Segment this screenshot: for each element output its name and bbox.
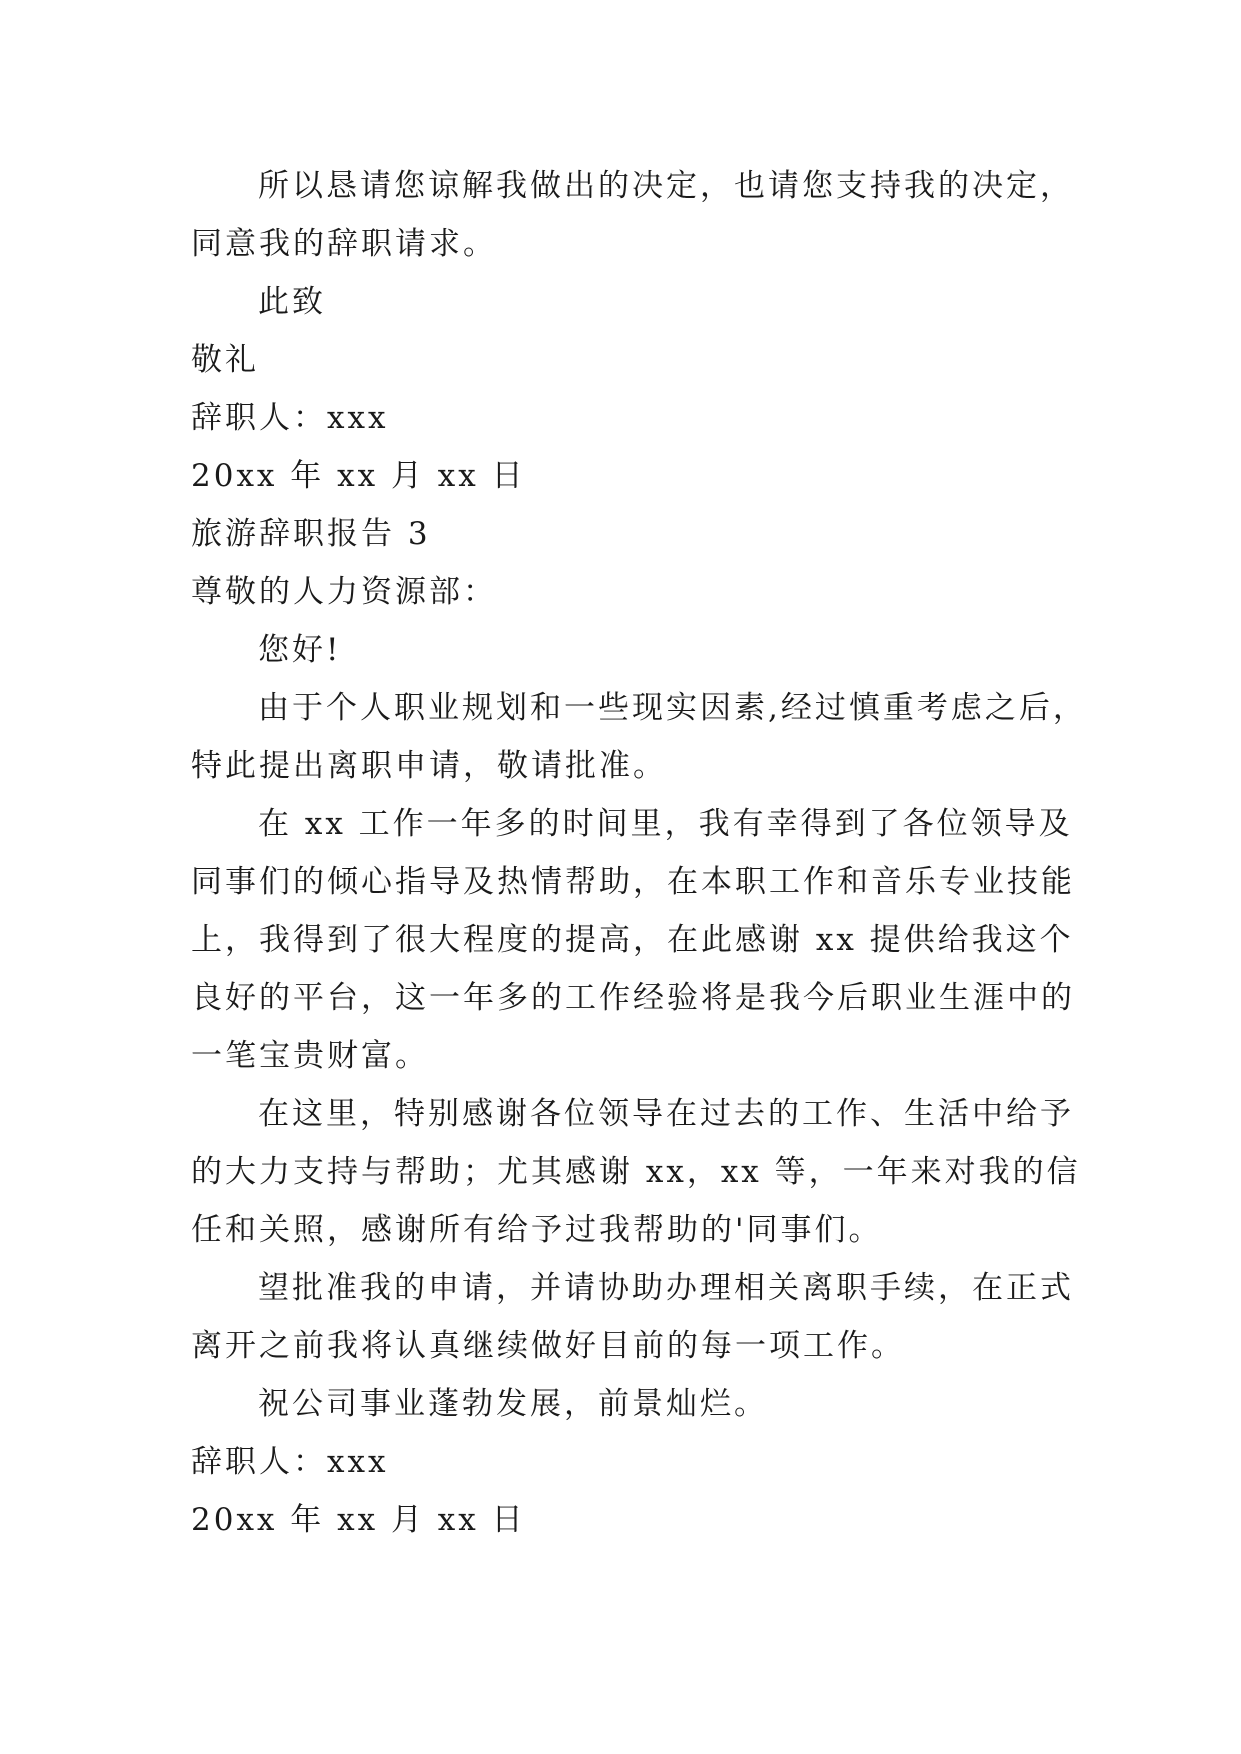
paragraph-line: 任和关照，感谢所有给予过我帮助的'同事们。 <box>191 1212 883 1248</box>
paragraph-line: 在这里，特别感谢各位领导在过去的工作、生活中给予 <box>258 1096 1074 1132</box>
paragraph-line: 所以恳请您谅解我做出的决定，也请您支持我的决定， <box>258 168 1074 204</box>
paragraph-line: 良好的平台，这一年多的工作经验将是我今后职业生涯中的 <box>191 980 1075 1016</box>
paragraph-line: 望批准我的申请，并请协助办理相关离职手续，在正式 <box>258 1270 1074 1306</box>
paragraph-line: 离开之前我将认真继续做好目前的每一项工作。 <box>191 1328 905 1364</box>
paragraph-line: 在 xx 工作一年多的时间里，我有幸得到了各位领导及 <box>258 806 1073 842</box>
paragraph-line: 上，我得到了很大程度的提高，在此感谢 xx 提供给我这个 <box>191 922 1074 958</box>
paragraph-line: 同意我的辞职请求。 <box>191 226 497 262</box>
date-line: 20xx 年 xx 月 xx 日 <box>191 458 526 494</box>
paragraph-line: 由于个人职业规划和一些现实因素,经过慎重考虑之后， <box>258 690 1087 726</box>
paragraph-line: 同事们的倾心指导及热情帮助，在本职工作和音乐专业技能 <box>191 864 1075 900</box>
section-title: 旅游辞职报告 3 <box>191 516 431 552</box>
closing-salutation: 此致 <box>258 284 326 320</box>
paragraph-line: 特此提出离职申请，敬请批准。 <box>191 748 667 784</box>
closing-regards: 敬礼 <box>191 342 259 378</box>
paragraph-line: 的大力支持与帮助；尤其感谢 xx，xx 等，一年来对我的信 <box>191 1154 1081 1190</box>
signature-line: 辞职人：xxx <box>191 400 389 436</box>
paragraph-line: 一笔宝贵财富。 <box>191 1038 429 1074</box>
date-line: 20xx 年 xx 月 xx 日 <box>191 1502 526 1538</box>
signature-line: 辞职人：xxx <box>191 1444 389 1480</box>
addressee: 尊敬的人力资源部： <box>191 574 497 610</box>
greeting: 您好! <box>258 632 342 668</box>
paragraph-line: 祝公司事业蓬勃发展，前景灿烂。 <box>258 1386 768 1422</box>
